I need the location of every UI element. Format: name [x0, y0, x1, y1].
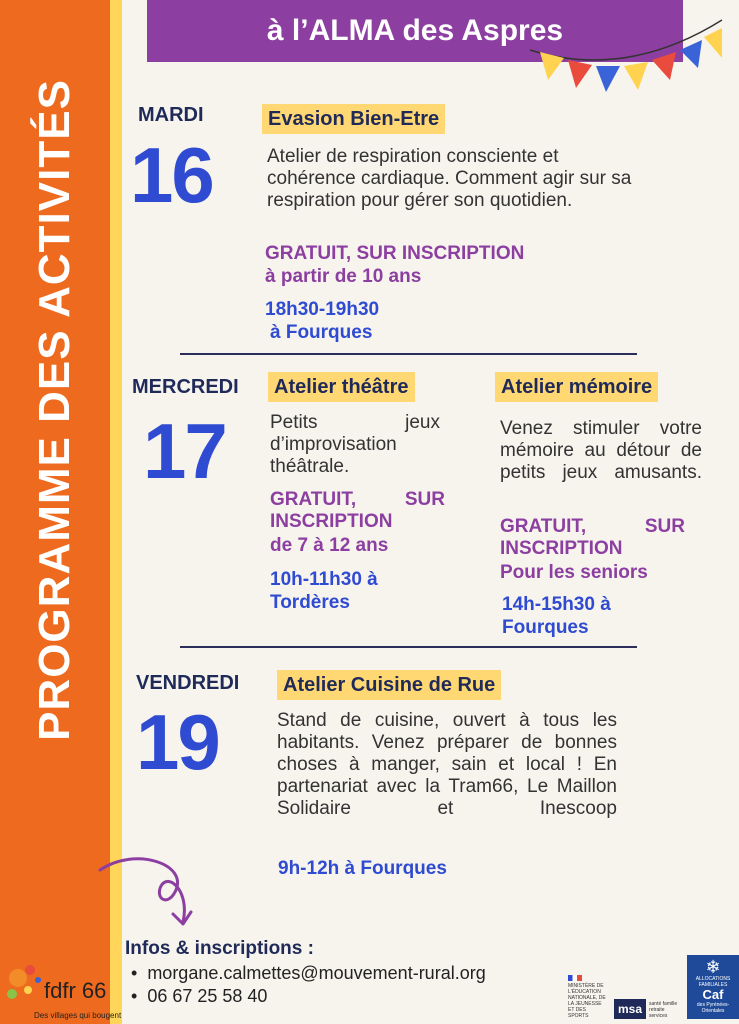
snowflake-icon: ❄ — [705, 957, 721, 977]
fdfr-logo — [4, 958, 124, 1022]
day-label-vendredi: VENDREDI — [136, 672, 240, 694]
day-number-17: 17 — [143, 407, 226, 495]
activity-time-theatre: 10h-11h30 à — [270, 569, 378, 590]
activity-audience-theatre: de 7 à 12 ans — [270, 535, 389, 556]
activity-price-theatre: GRATUIT, SUR INSCRIPTION — [270, 489, 445, 532]
msa-logo — [614, 999, 679, 1019]
day-label-mercredi: MERCREDI — [132, 376, 239, 398]
caf-logo — [687, 955, 739, 1019]
fdfr-tagline: Des villages qui bougent — [34, 1011, 122, 1020]
contact-email[interactable]: • morgane.calmettes@mouvement-rural.org — [125, 962, 486, 985]
infos-section — [125, 938, 486, 1008]
partner-logos — [568, 955, 739, 1019]
activity-description-theatre: Petits jeux d’improvisation théâtrale. — [270, 412, 440, 477]
program-title: PROGRAMME DES ACTIVITÉS — [30, 79, 79, 741]
activity-location-theatre: Tordères — [270, 592, 350, 613]
activity-title-theatre: Atelier théâtre — [268, 372, 415, 402]
day-number-19: 19 — [136, 698, 219, 786]
activity-time-cuisine: 9h-12h à Fourques — [278, 858, 447, 879]
activity-audience: à partir de 10 ans — [265, 266, 422, 287]
flag-icon — [568, 975, 582, 981]
day-label-mardi: MARDI — [138, 104, 204, 126]
activity-description-cuisine: Stand de cuisine, ouvert à tous les habitants. Venez préparer de bonnes choses à manger, sain et local ! En partenariat avec la Tram66, Le Maillon Solidaire et Inescoop — [277, 710, 617, 819]
activity-price-memoire: GRATUIT, SUR INSCRIPTION — [500, 516, 685, 559]
activity-description: Atelier de respiration consciente et cohérence cardiaque. Comment agir sur sa respiration pour gérer son quotidien. — [267, 146, 632, 211]
activity-time: 18h30-19h30 — [265, 299, 380, 320]
bunting-decoration — [530, 0, 722, 120]
caf-region: des Pyrénées-Orientales — [696, 1002, 730, 1014]
activity-title-cuisine: Atelier Cuisine de Rue — [277, 670, 501, 700]
msa-name: msa — [614, 999, 646, 1019]
caf-name: Caf — [702, 987, 724, 1002]
activity-time-memoire: 14h-15h30 à — [502, 594, 611, 615]
fdfr-name: fdfr 66 — [44, 978, 107, 1003]
ministere-logo — [568, 975, 606, 1019]
divider — [180, 353, 637, 355]
msa-tagline: santé famille retraite services — [649, 1001, 678, 1019]
activity-location: à Fourques — [270, 322, 373, 343]
splash-icon — [7, 965, 41, 999]
contact-phone[interactable]: • 06 67 25 58 40 — [125, 985, 486, 1008]
activity-price: GRATUIT, SUR INSCRIPTION — [265, 243, 525, 264]
activity-audience-memoire: Pour les seniors — [500, 562, 648, 583]
divider — [180, 646, 637, 648]
activity-title: Evasion Bien-Etre — [262, 104, 445, 134]
activity-location-memoire: Fourques — [502, 617, 589, 638]
caf-title: ALLOCATIONS FAMILIALES — [695, 976, 731, 988]
ministere-text: MINISTÈRE DE L'ÉDUCATION NATIONALE, DE LA JEUNESSE ET DES SPORTS — [568, 983, 606, 1019]
infos-title: Infos & inscriptions : — [125, 938, 314, 959]
header-banner: à l’ALMA des Aspres — [147, 0, 683, 62]
day-number-16: 16 — [130, 131, 213, 219]
activity-description-memoire: Venez stimuler votre mémoire au détour de petits jeux amusants. — [500, 418, 702, 483]
activity-title-memoire: Atelier mémoire — [495, 372, 658, 402]
curved-arrow-icon — [95, 852, 195, 932]
